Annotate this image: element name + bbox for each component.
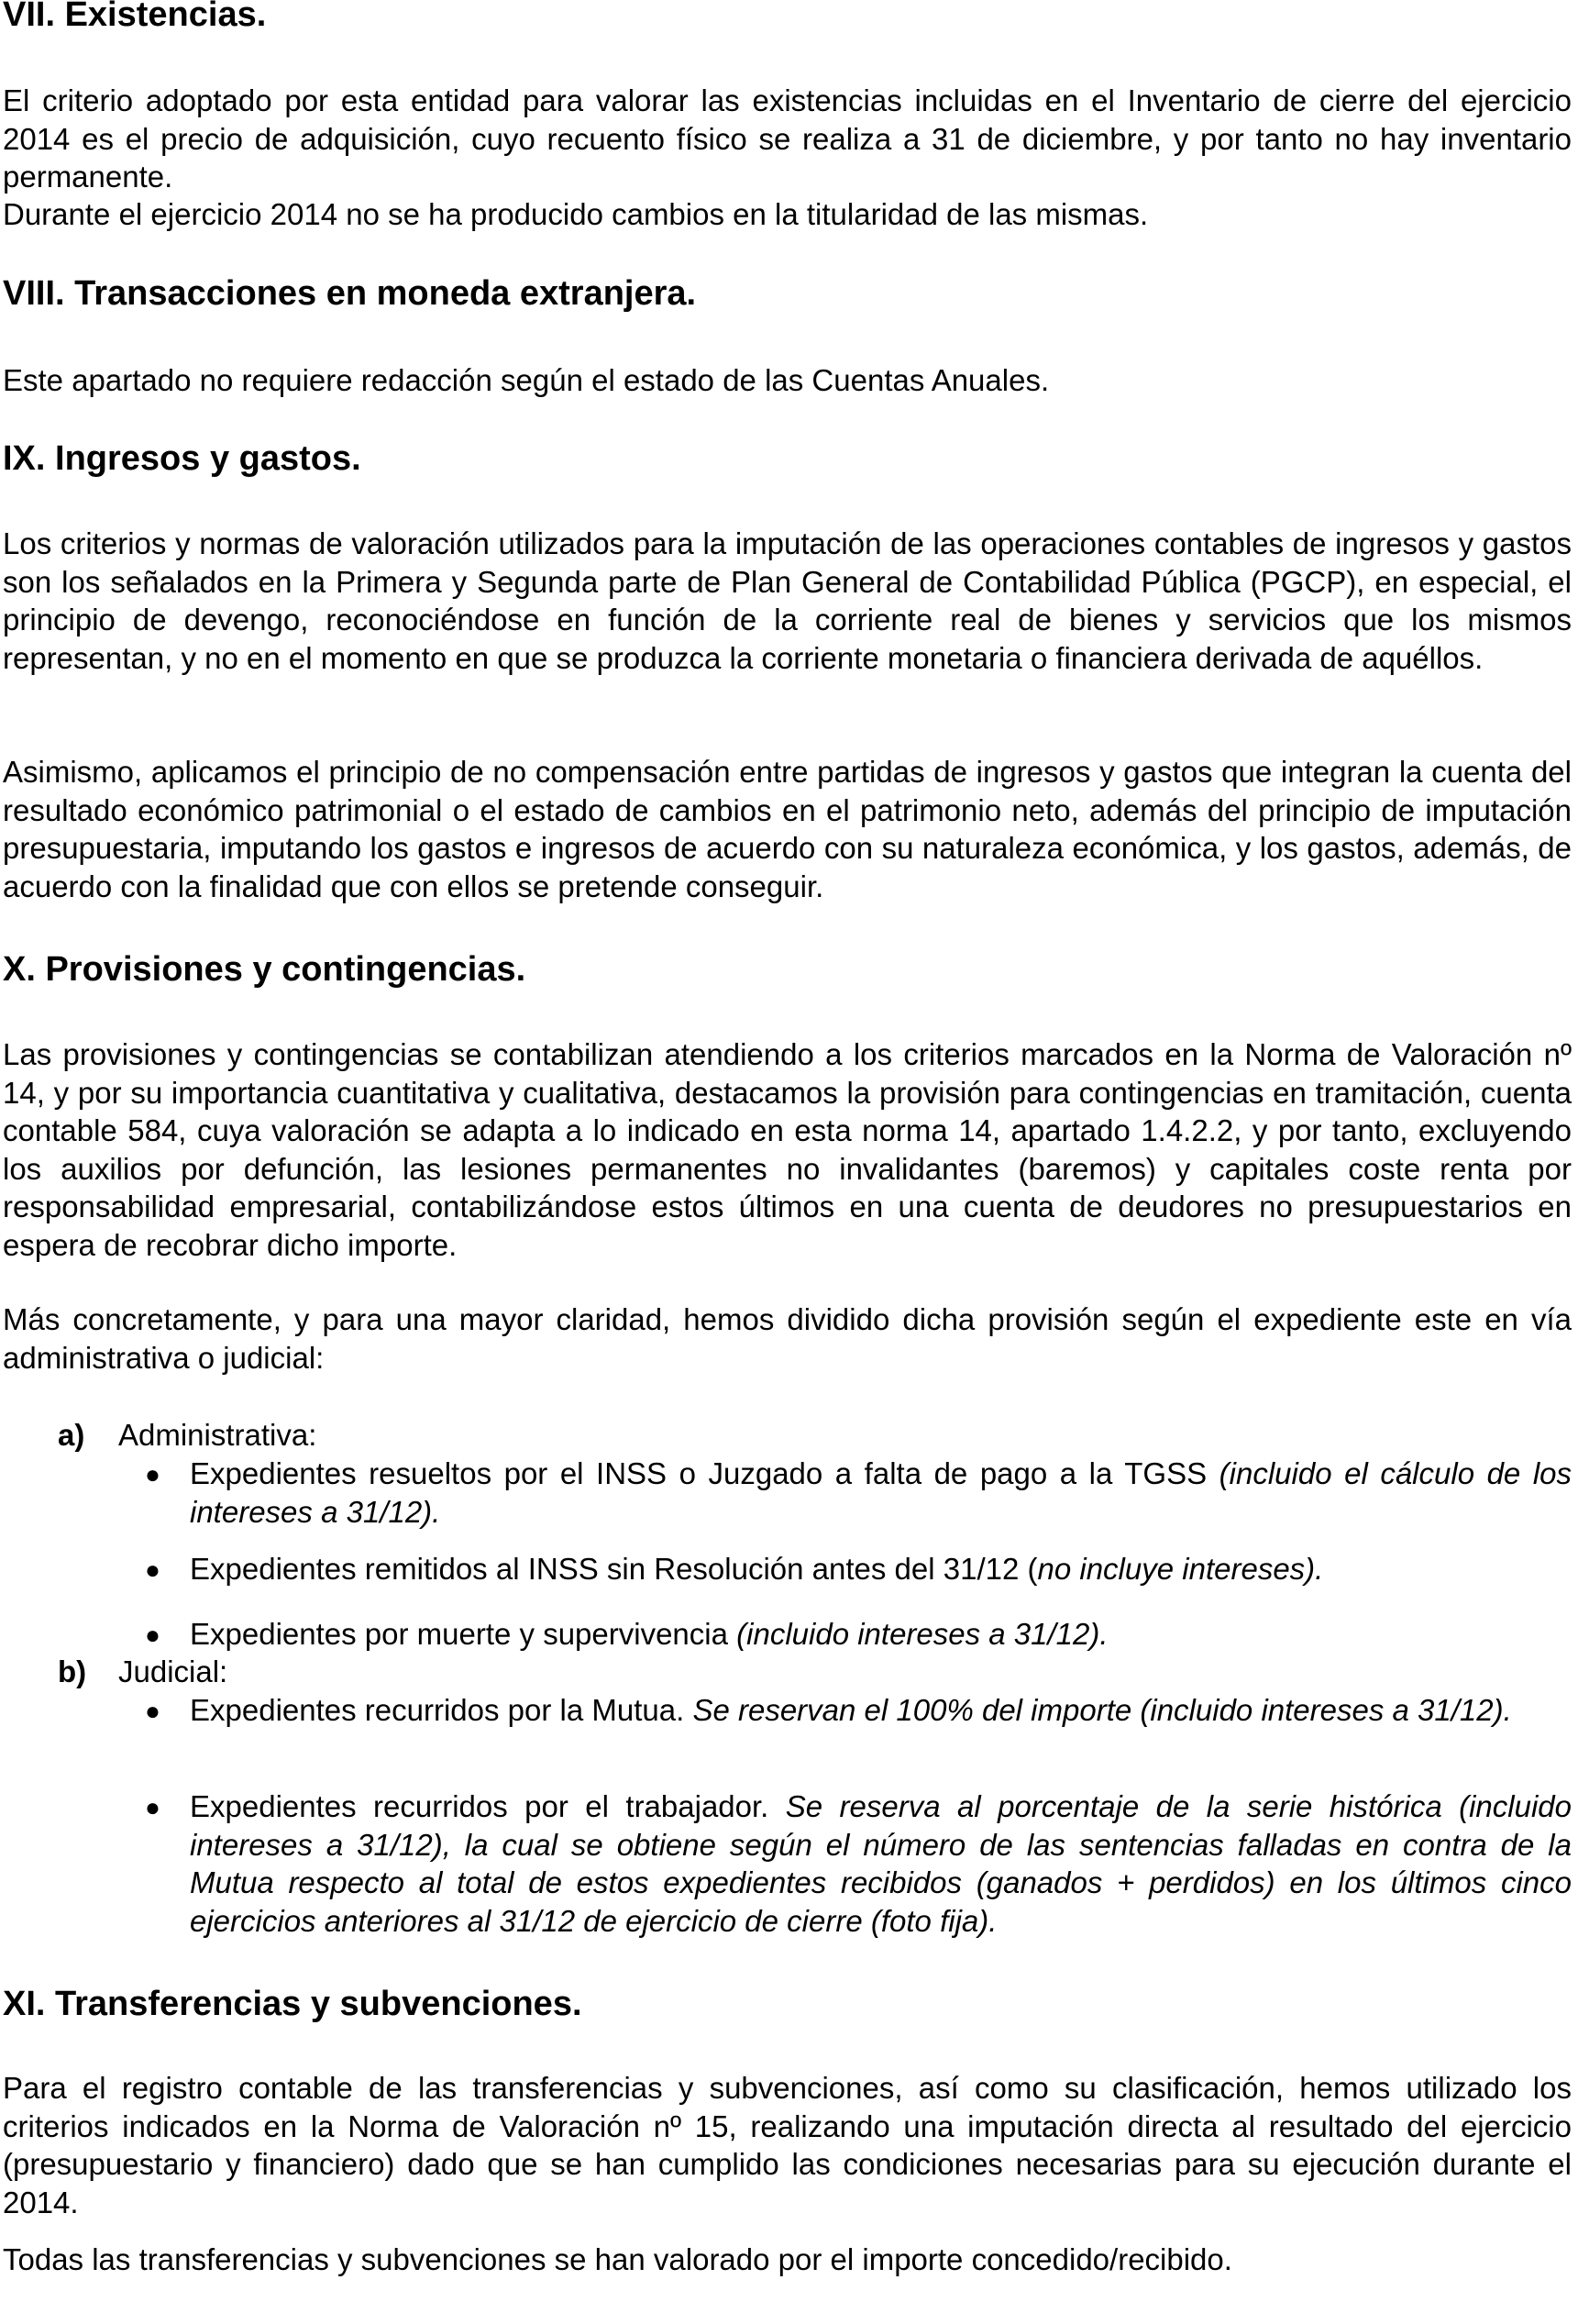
- list-item-note: (incluido el cálculo de los intereses a 31/12).: [190, 1456, 1572, 1529]
- list-item: [190, 1550, 1572, 1588]
- provisiones-paragraph-2: Más concretamente, y para una mayor claridad, hemos dividido dicha provisión según el expediente este en vía administrativa o judicial:: [3, 1302, 1572, 1375]
- list-item-note: no incluye intereses).: [1037, 1552, 1324, 1586]
- bullet-icon: ●: [145, 1621, 160, 1649]
- list-item-text: Expedientes recurridos por el trabajador.: [190, 1789, 786, 1823]
- list-marker-b: b): [58, 1654, 87, 1688]
- list-group-label-administrativa: Administrativa:: [118, 1418, 317, 1452]
- list-item-text: Expedientes remitidos al INSS sin Resolución antes del 31/12 (: [190, 1552, 1038, 1586]
- list-item: [190, 1455, 1572, 1531]
- section-heading-ingresos-gastos: IX. Ingresos y gastos.: [3, 439, 361, 478]
- list-group-label-judicial: Judicial:: [118, 1654, 228, 1688]
- existencias-paragraph-2: Durante el ejercicio 2014 no se ha producido cambios en la titularidad de las mismas.: [3, 197, 1149, 231]
- list-item: [190, 1787, 1572, 1940]
- ingresos-paragraph-1: Los criterios y normas de valoración utilizados para la imputación de las operaciones contables de ingresos y gastos son los señalados en la Primera y Segunda parte de Plan General de Contabilidad Pública (PGCP), en especial, el principio de devengo, reconociéndose en función de la corriente real de bienes y servicios que los mismos representan, y no en el momento en que se produzca la corriente monetaria o financiera derivada de aquéllos.: [3, 526, 1572, 675]
- list-item-note: Se reservan el 100% del importe (incluido intereses a 31/12).: [692, 1693, 1512, 1727]
- list-item-text: Expedientes recurridos por la Mutua.: [190, 1693, 693, 1727]
- existencias-paragraph-1: El criterio adoptado por esta entidad para valorar las existencias incluidas en el Inventario de cierre del ejercicio 2014 es el precio de adquisición, cuyo recuento físico se realiza a 31 de diciembre, y por tanto no hay inventario permanente.: [3, 83, 1572, 194]
- section-heading-existencias: VII. Existencias.: [3, 0, 267, 34]
- list-item-text: Expedientes por muerte y supervivencia: [190, 1617, 737, 1651]
- transferencias-paragraph-2: Todas las transferencias y subvenciones se han valorado por el importe concedido/recibido.: [3, 2242, 1232, 2276]
- list-item-note: (incluido intereses a 31/12).: [736, 1617, 1109, 1651]
- bullet-icon: ●: [145, 1460, 160, 1488]
- list-item-note: Se reserva al porcentaje de la serie histórica (incluido intereses a 31/12), la cual se obtiene según el número de las sentencias falladas en contra de la Mutua respecto al total de estos expedientes recibidos (ganados + perdidos) en los últimos cinco ejercicios anteriores al 31/12 de ejercicio de cierre (foto fija).: [190, 1789, 1572, 1938]
- provisiones-paragraph-1: Las provisiones y contingencias se contabilizan atendiendo a los criterios marcados en la Norma de Valoración nº 14, y por su importancia cuantitativa y cualitativa, destacamos la provisión para contingencias en tramitación, cuenta contable 584, cuya valoración se adapta a lo indicado en esta norma 14, apartado 1.4.2.2, y por tanto, excluyendo los auxilios por defunción, las lesiones permanentes no invalidantes (baremos) y capitales coste renta por responsabilidad empresarial, contabilizándose estos últimos en una cuenta de deudores no presupuestarios en espera de recobrar dicho importe.: [3, 1037, 1572, 1262]
- moneda-paragraph-1: Este apartado no requiere redacción según el estado de las Cuentas Anuales.: [3, 363, 1050, 397]
- bullet-icon: ●: [145, 1793, 160, 1821]
- list-item-text: Expedientes resueltos por el INSS o Juzgado a falta de pago a la TGSS: [190, 1456, 1219, 1490]
- section-heading-transferencias: XI. Transferencias y subvenciones.: [3, 1985, 582, 2023]
- transferencias-paragraph-1: Para el registro contable de las transferencias y subvenciones, así como su clasificación, hemos utilizado los criterios indicados en la Norma de Valoración nº 15, realizando una imputación directa al resultado del ejercicio (presupuestario y financiero) dado que se han cumplido las condiciones necesarias para su ejecución durante el 2014.: [3, 2071, 1572, 2219]
- list-item: [190, 1691, 1572, 1730]
- list-marker-a: a): [58, 1418, 85, 1452]
- section-heading-moneda-extranjera: VIII. Transacciones en moneda extranjera.: [3, 274, 697, 313]
- bullet-icon: ●: [145, 1697, 160, 1725]
- bullet-icon: ●: [145, 1555, 160, 1584]
- list-item: [190, 1615, 1572, 1654]
- ingresos-paragraph-2: Asimismo, aplicamos el principio de no compensación entre partidas de ingresos y gastos que integran la cuenta del resultado económico patrimonial o el estado de cambios en el patrimonio neto, además del principio de imputación presupuestaria, imputando los gastos e ingresos de acuerdo con su naturaleza económica, y los gastos, además, de acuerdo con la finalidad que con ellos se pretende conseguir.: [3, 755, 1572, 903]
- section-heading-provisiones: X. Provisiones y contingencias.: [3, 950, 526, 989]
